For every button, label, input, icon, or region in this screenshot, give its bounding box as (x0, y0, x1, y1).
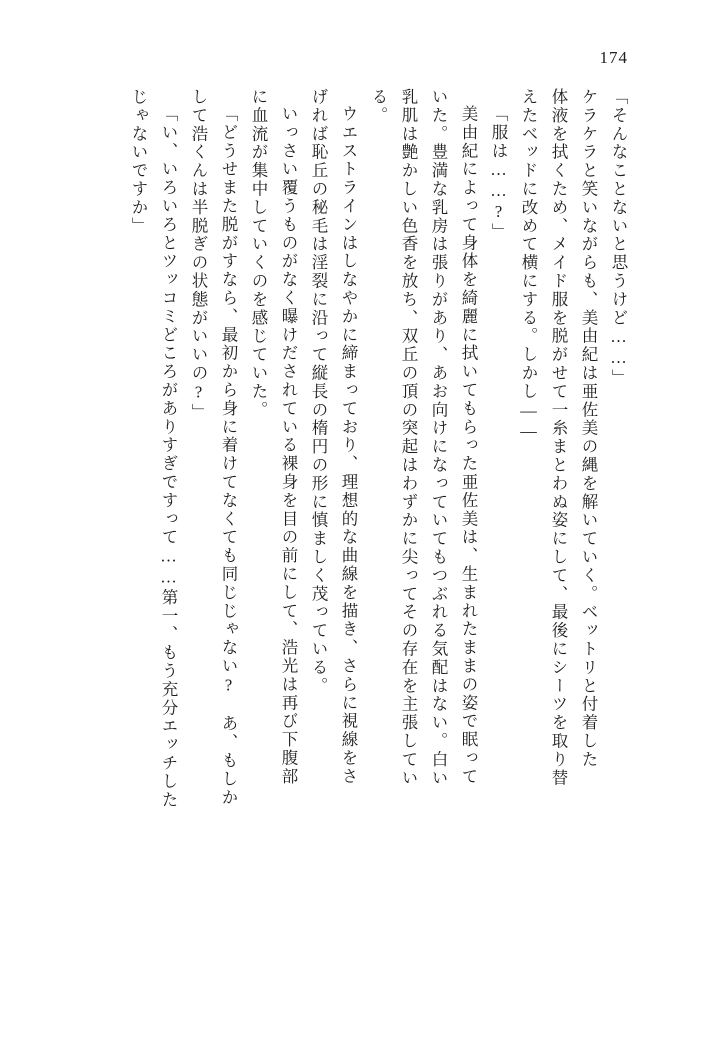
text-line: に血流が集中していくのを感じていた。 (249, 88, 268, 420)
text-line: 美由紀によって身体を綺麗に拭いてもらった亜佐美は、生まれたままの姿で眠って (459, 105, 478, 786)
text-line: いた。豊満な乳房は張りがあり、あお向けになっていてもつぶれる気配はない。白い (429, 88, 448, 788)
text-line: 乳肌は艶かしい色香を放ち、双丘の頂の突起はわずかに尖ってその存在を主張してい (399, 88, 418, 788)
text-line: して浩くんは半脱ぎの状態がいいの?」 (189, 88, 208, 422)
text-line: ウエストラインはしなやかに締まっており、理想的な曲線を描き、さらに視線をさ (339, 105, 358, 786)
text-line: ケラケラと笑いながらも、美由紀は亜佐美の縄を解いていく。ベットリと付着した (579, 88, 598, 769)
text-line: いっさい覆うものがなく曝けだされている裸身を目の前にして、浩光は再び下腹部 (279, 105, 298, 786)
text-line: 「い、いろいろとツッコミどころがありすぎですって……第一、もう充分エッチした (159, 105, 178, 810)
text-line: 体液を拭くため、メイド服を脱がせて一糸まとわぬ姿にして、最後にシーツを取り替 (549, 88, 568, 788)
text-line: じゃないですか」 (129, 88, 148, 236)
text-line: る。 (369, 88, 388, 125)
text-line: 「どうせまた脱がすなら、最初から身に着けてなくても同じじゃない? あ、もしか (219, 105, 238, 807)
page-number: 174 (599, 48, 628, 67)
text-line: えたベッドに改めて横にする。しかし―― (519, 88, 538, 443)
body-text-block (86, 88, 626, 978)
text-line: 「そんなことないと思うけど……」 (609, 88, 628, 388)
text-line: 「服は……?」 (489, 105, 508, 242)
text-line: げれば恥丘の秘毛は淫裂に沿って縦長の楕円の形に慎ましく茂っている。 (309, 88, 328, 696)
